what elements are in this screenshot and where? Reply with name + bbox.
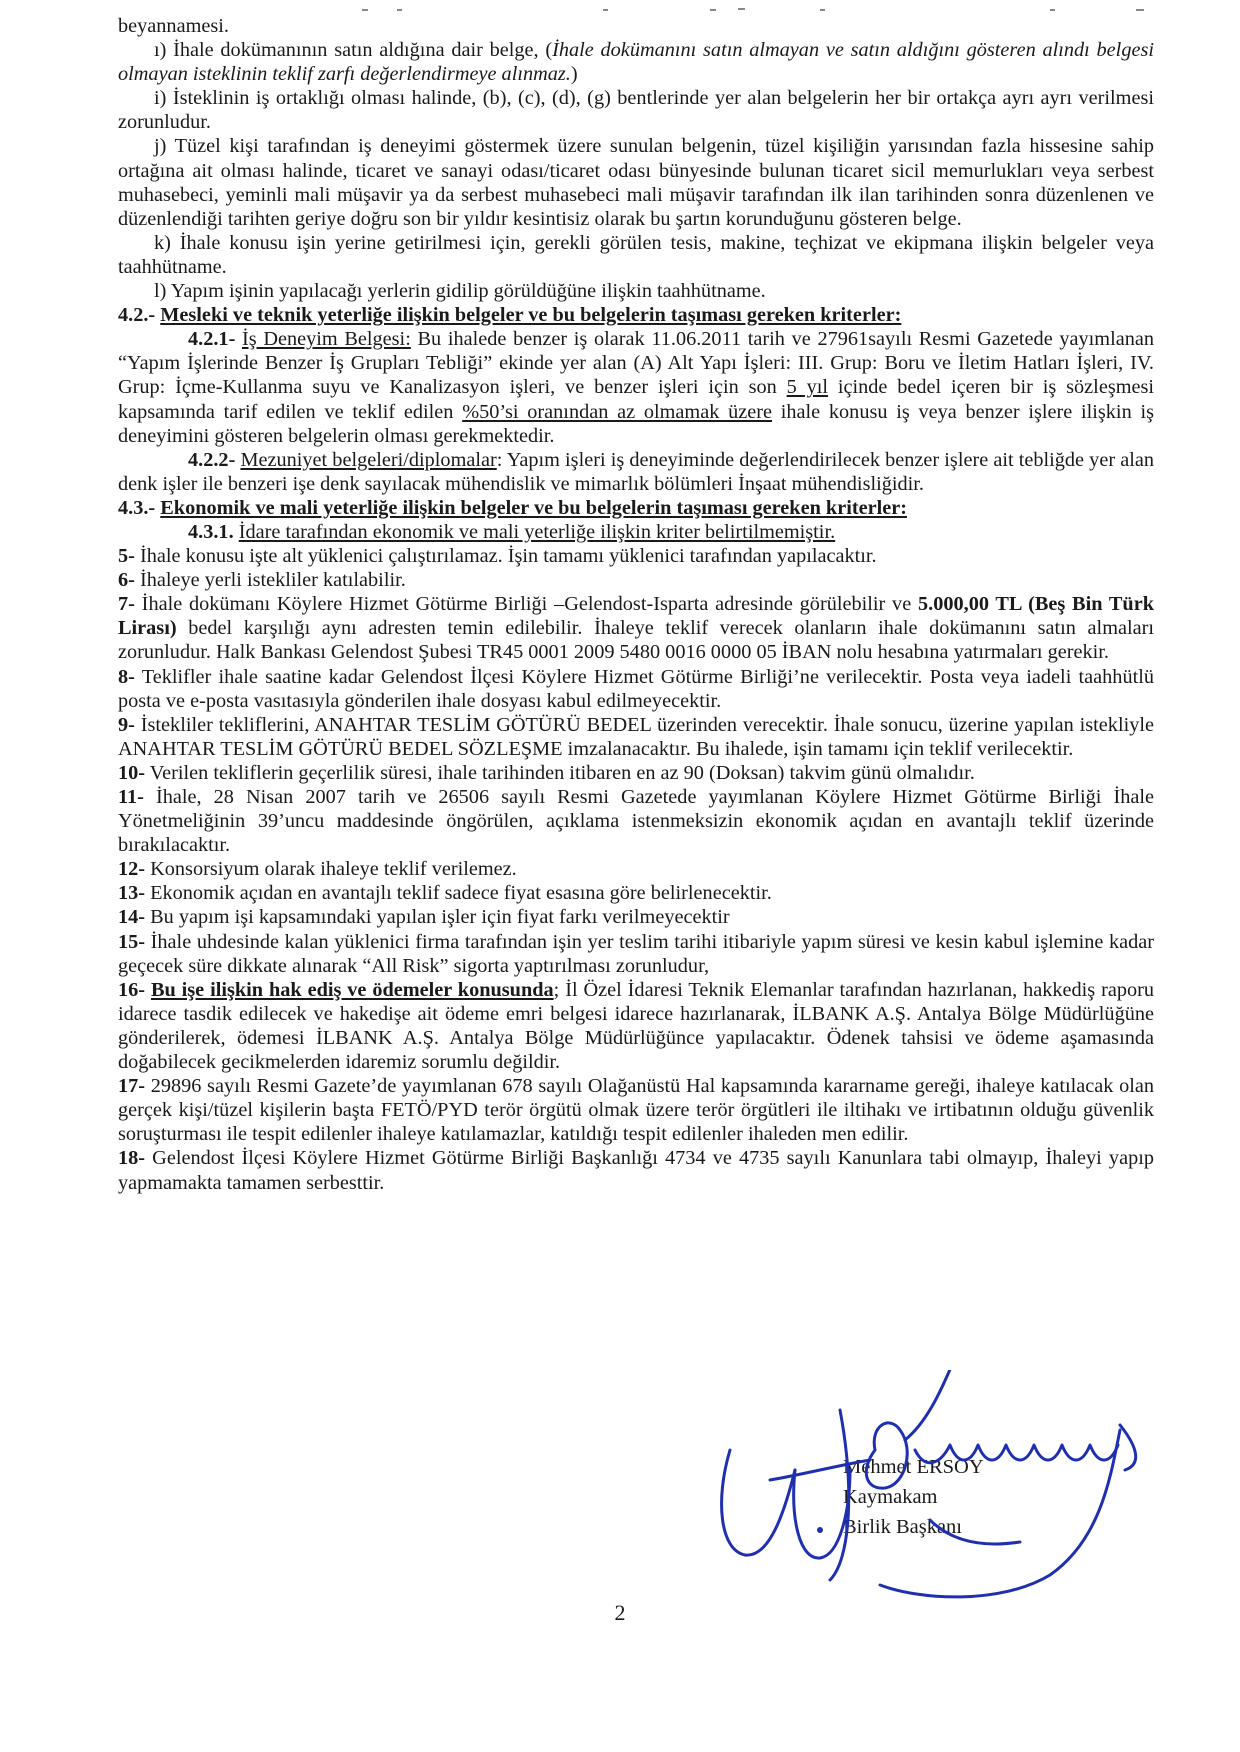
clause-14: 14- Bu yapım işi kapsamındaki yapılan işler için fiyat farkı verilmeyecektir bbox=[118, 906, 730, 929]
clause-6: 6- İhaleye yerli istekliler katılabilir. bbox=[118, 569, 406, 592]
section-4-2-1: 4.2.1- İş Deneyim Belgesi: Bu ihalede benzer iş olarak 11.06.2011 tarih ve 27961sayılı Resmi Gazetede yayımlanan “Yapım İşlerinde Benzer İş Grupları Tebliği” ekinde yer alan (A) Alt Yapı İşleri: III. Grup: Boru ve İletim Hatları İşleri, IV. Grup: İçme-Kullanma suyu ve Kanalizasyon işleri, ve benzer işleri için son 5 yıl içinde bedel içeren bir iş sözleşmesi kapsamında tarif edilen ve teklif edilen %50’si oranından az olmamak üzere ihale konusu iş veya benzer işlere ilişkin iş deneyimini gösteren belgelerin olması gerekmektedir. bbox=[118, 328, 1155, 447]
clause-18: 18- Gelendost İlçesi Köylere Hizmet Götürme Birliği Başkanlığı 4734 ve 4735 sayılı Kanunlara tabi olmayıp, İhaleyi yapıp yapmamakta tamamen serbesttir. bbox=[118, 1147, 1154, 1194]
section-4-3-heading: 4.3.- Ekonomik ve mali yeterliğe ilişkin belgeler ve bu belgelerin taşıması gereken kriterler: bbox=[118, 496, 907, 519]
page-number: 2 bbox=[614, 1600, 626, 1625]
item-i: i) İsteklinin iş ortaklığı olması halinde, (b), (c), (d), (g) bentlerinde yer alan belgelerin her bir ortakça ayrı ayrı verilmesi zorunludur. bbox=[118, 87, 1154, 134]
section-4-2-2: 4.2.2- Mezuniyet belgeleri/diplomalar: Yapım işleri iş deneyiminde değerlendirilecek benzer işlere ait tebliğde yer alan denk işler ile benzeri işe denk sayılacak mühendislik ve mimarlık bölümleri İnşaat mühendisliğidir. bbox=[118, 448, 1154, 495]
clause-16: 16- Bu işe ilişkin hak ediş ve ödemeler konusunda; İl Özel İdaresi Teknik Elemanlar tarafından hazırlanan, hakkediş raporu idarece tasdik edilecek ve hakedişe ait ödeme emri belgesi idarece hazırlanarak, İLBANK A.Ş. Antalya Bölge Müdürlüğüne gönderilerek, ödemesi İLBANK A.Ş. Antalya Bölge Müdürlüğünce yapılacaktır. Ödenek tahsisi ve ödeme aşamasında doğabilecek gecikmelerden idaremiz sorumlu değildir. bbox=[118, 978, 1154, 1074]
clause-5: 5- İhale konusu işte alt yüklenici çalıştırılamaz. İşin tamamı yüklenici tarafından yapılacaktır. bbox=[118, 545, 877, 568]
signatory-name: Mehmet ERSOY bbox=[843, 1456, 984, 1478]
item-k: k) İhale konusu işin yerine getirilmesi için, gerekli görülen tesis, makine, teçhizat ve ekipmana ilişkin belgeler veya taahhütname. bbox=[118, 231, 1154, 278]
paragraph-beyannamesi: beyannamesi. bbox=[118, 15, 229, 37]
clause-8: 8- Teklifler ihale saatine kadar Gelendost İlçesi Köylere Hizmet Götürme Birliği’ne verilecektir. Posta veya iadeli taahhütlü posta ve e-posta vasıtasıyla gönderilen ihale dosyası kabul edilmeyecektir. bbox=[118, 665, 1154, 712]
clause-13: 13- Ekonomik açıdan en avantajlı teklif sadece fiyat esasına göre belirlenecektir. bbox=[118, 882, 772, 905]
signatory-title: Kaymakam bbox=[843, 1486, 938, 1508]
clause-15: 15- İhale uhdesinde kalan yüklenici firma tarafından işin yer teslim tarihi itibariyle yapım süresi ve kesin kabul işlemine kadar geçecek süre dikkate alınarak “All Risk” sigorta yaptırılması zorunludur, bbox=[118, 930, 1154, 977]
section-4-2-heading: 4.2.- Mesleki ve teknik yeterliğe ilişkin belgeler ve bu belgelerin taşıması gereken kriterler: bbox=[118, 304, 902, 327]
clause-7: 7- İhale dokümanı Köylere Hizmet Götürme Birliği –Gelendost-Isparta adresinde görülebilir ve 5.000,00 TL (Beş Bin Türk Lirası) bedel karşılığı aynı adresten temin edilebilir. İhaleye teklif verecek olanların ihale dokümanını satın almaları zorunludur. Halk Bankası Gelendost Şubesi TR45 0001 2009 5480 0016 0000 05 İBAN nolu hesabına yatırmaları gerekir. bbox=[118, 593, 1154, 664]
section-4-3-1: 4.3.1. İdare tarafından ekonomik ve mali yeterliğe ilişkin kriter belirtilmemiştir. bbox=[188, 520, 836, 543]
clause-17: 17- 29896 sayılı Resmi Gazete’de yayımlanan 678 sayılı Olağanüstü Hal kapsamında kararname gereği, ihaleye katılacak olan gerçek kişi/tüzel kişilerin başta FETÖ/PYD terör örgütü olmak üzere terör örgütleri ile iltihakı ve irtibatının olduğu güvenlik soruşturması ile tespit edilenler ihaleye katılamazlar, katıldığı tespit edilenler ihaleden men edilir. bbox=[118, 1075, 1154, 1146]
item-i-dotless: ı) İhale dokümanının satın aldığına dair belge, (İhale dokümanını satın almayan ve satın aldığını gösteren alındı belgesi olmayan isteklinin teklif zarfı değerlendirmeye alınmaz.) bbox=[118, 39, 1154, 86]
item-l: l) Yapım işinin yapılacağı yerlerin gidilip görüldüğüne ilişkin taahhütname. bbox=[154, 280, 766, 303]
signatory-role: Birlik Başkanı bbox=[843, 1516, 963, 1538]
clause-10: 10- Verilen tekliflerin geçerlilik süresi, ihale tarihinden itibaren en az 90 (Doksan) takvim günü olmalıdır. bbox=[118, 761, 975, 784]
clause-11: 11- İhale, 28 Nisan 2007 tarih ve 26506 sayılı Resmi Gazetede yayımlanan Köylere Hizmet Götürme Birliği İhale Yönetmeliğinin 39’uncu maddesinde öngörülen, açıklama istenmeksizin ekonomik açıdan en avantajlı teklif üzerinde bırakılacaktır. bbox=[118, 786, 1154, 857]
item-j: j) Tüzel kişi tarafından iş deneyimi göstermek üzere sunulan belgenin, tüzel kişiliğin yarısından fazla hissesine sahip ortağına ait olması halinde, ticaret ve sanayi odası/ticaret odası bünyesinde bulunan ticaret sicil memurlukları veya serbest muhasebeci, yeminli mali müşavir ya da serbest muhasebeci mali müşavir tarafından ilk ilan tarihinden sonra düzenlenen ve düzenlendiği tarihten geriye doğru son bir yıldır kesintisiz olarak bu şartın korunduğunu gösteren belge. bbox=[118, 135, 1154, 230]
clause-9: 9- İstekliler tekliflerini, ANAHTAR TESLİM GÖTÜRÜ BEDEL üzerinden verecektir. İhale sonucu, üzerine yapılan istekliyle ANAHTAR TESLİM GÖTÜRÜ BEDEL SÖZLEŞME imzalanacaktır. Bu ihalede, işin tamamı için teklif verilecektir. bbox=[118, 713, 1154, 760]
clause-12: 12- Konsorsiyum olarak ihaleye teklif verilemez. bbox=[118, 858, 517, 881]
document-body bbox=[118, 14, 1154, 1195]
handwritten-signature bbox=[700, 1370, 1160, 1610]
